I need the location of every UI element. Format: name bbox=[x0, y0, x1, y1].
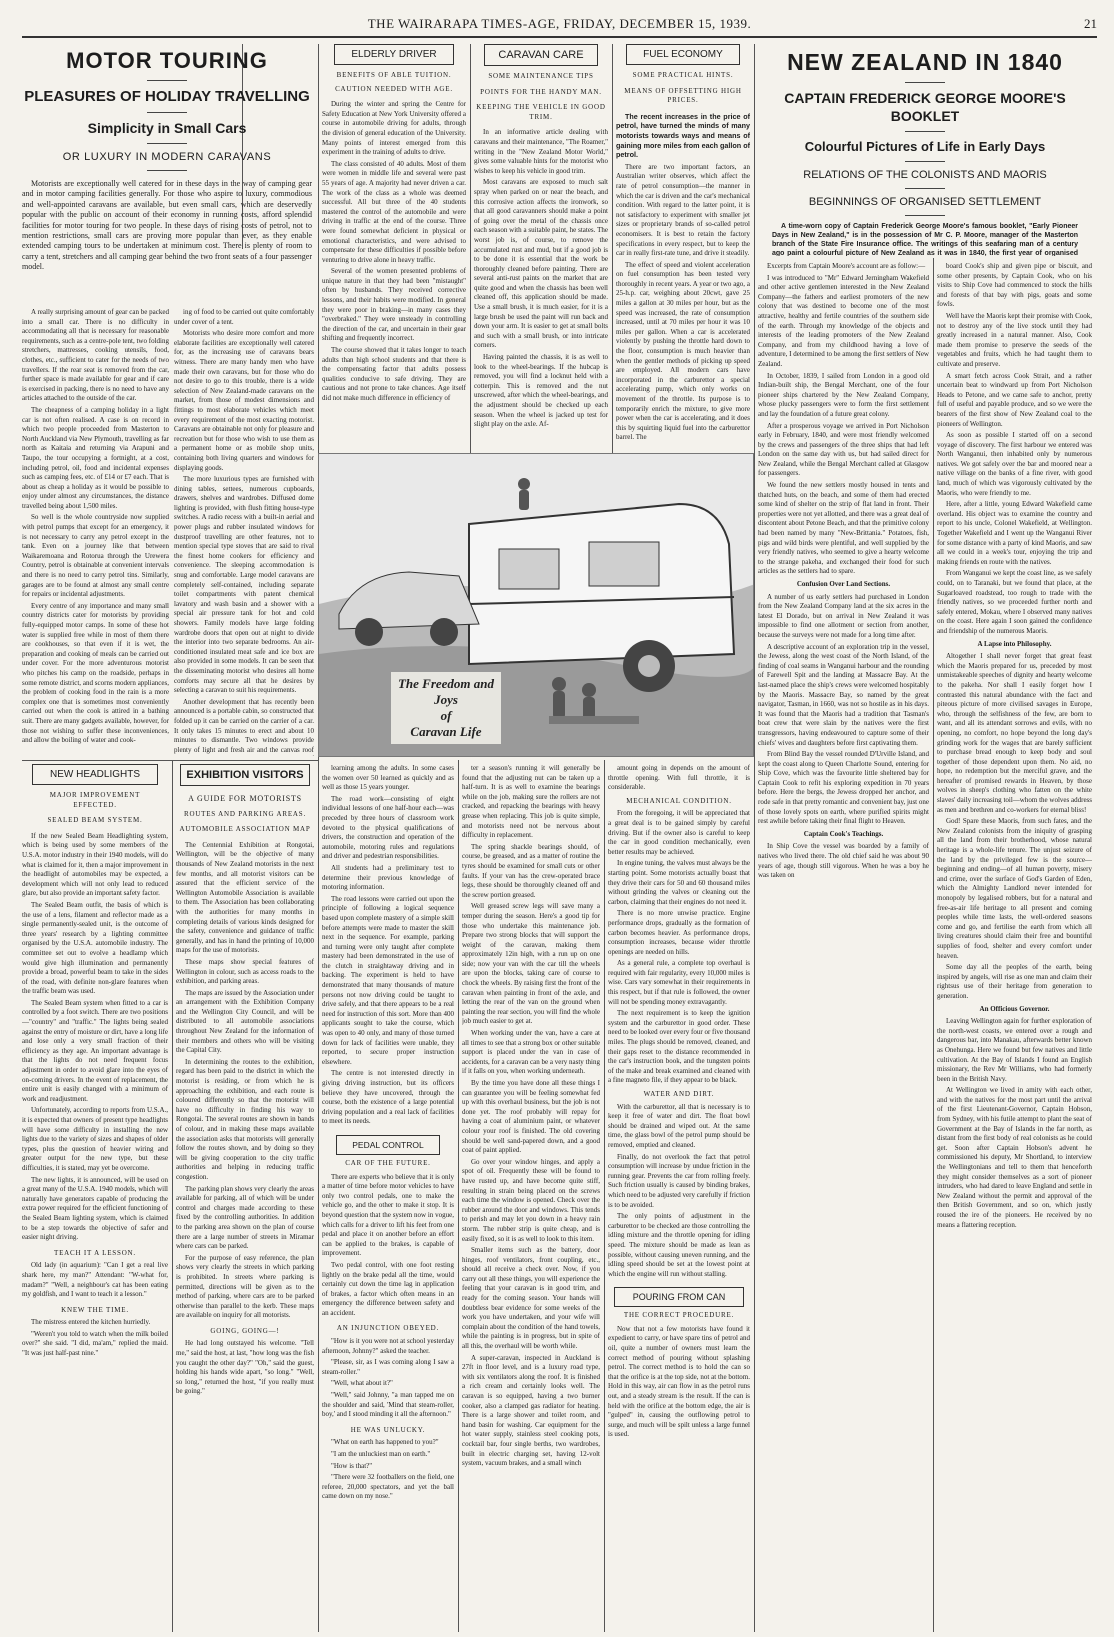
fuel-economy-intro: The recent increases in the price of petrol, have turned the minds of many motorists towards ways and means of gaining more miles from each gallon of petrol. bbox=[616, 111, 750, 160]
caravan-care-subdeck: POINTS FOR THE HANDY MAN. bbox=[480, 87, 602, 96]
article-paragraph: The road work—consisting of eight individual lessons of one half-hour each—was preceded by three hours of classroom work devoted to the physical qualifications of drivers, the construction and operation of the automobile, motoring rules and regulations and driver and pedestrian responsibilities. bbox=[322, 794, 454, 861]
nz-1840-subdeck-3: BEGINNINGS OF ORGANISED SETTLEMENT bbox=[808, 196, 1042, 208]
article-paragraph: The parking plan shows very clearly the areas available for parking, all of which will be under control and charges made according to these fixed by the controlling authorities. In addition to the parking area shown on the plan of course there are a large number of streets in Miramar where cars can be parked. bbox=[176, 1184, 314, 1251]
article-paragraph: ter a season's running it will generally be found that the adjusting nut can be taken up a half-turn. It is as well to examine the bearings while on the job, making sure the rollers are not cracked, and repacking the bearings with heavy grease when replacing. This job is quite simple, and motorists need not be nervous about difficulty in replacement. bbox=[462, 764, 600, 840]
caravan-care-headline: CARAVAN CARE bbox=[484, 44, 598, 66]
motor-touring-column-2 bbox=[174, 308, 314, 756]
exhibition-visitors-deck: A GUIDE FOR MOTORISTS bbox=[188, 794, 302, 803]
land-sections-subhead: Confusion Over Land Sections. bbox=[796, 580, 891, 588]
article-paragraph: Several of the women presented problems of unique nature in that they had been "mistaught" often by husbands. They received corrective lessons, and their habits were modified. In general they were poor in braking—in many cases they "overbraked." They were unsteady in controlling the direction of the car, and uncertain in their gear shifting and frequently incorrect. bbox=[322, 267, 466, 343]
article-paragraph: The road lessons were carried out upon the principle of following a logical sequence based upon complete mastery of a simple skill before attempts were made to master the skill next in the sequence. For example, parking and turning were only taught after complete mastery had been demonstrated in the use of the clutch in straightaway driving and in backing. The experiment is held to have demonstrated that many thousands of mature persons not now driving could be taught to drive safely, and that there appears to be a real need for instruction of this sort. More than 400 applicants sought to take the course, which was open to 40 only, and many of those turned down for lack of facilities were unable, they reported, to secure proper instruction elsewhere. bbox=[322, 894, 454, 1066]
fuel-economy-article bbox=[616, 44, 750, 450]
new-headlights-deck: MAJOR IMPROVEMENT EFFECTED. bbox=[49, 791, 141, 809]
elderly-driver-continued bbox=[322, 764, 454, 1630]
divider bbox=[905, 215, 945, 216]
column-rule bbox=[933, 258, 934, 1632]
article-paragraph: There is no more unwise practice. Engine performance drops, gradually as the formation of carbon becomes heavier. As performance drops, consumption increases, because wider throttle openings are needed on hills. bbox=[608, 909, 750, 956]
article-paragraph: amount going in depends on the amount of throttle opening. With full throttle, it is considerable. bbox=[608, 764, 750, 792]
article-paragraph: "There were 32 footballers on the field, one referee, 20,000 spectators, and yet the ball came down on my nose." bbox=[322, 1473, 454, 1501]
motor-touring-intro: Motorists are exceptionally well catered for in these days in the way of camping gear and in motor camping facilities generally. For those who aspire to luxury, commodious and well-appointed caravans are available, but even small cars, which are deservedly popular with the public on account of their economy in running costs, afford splendid facilities for motor touring for two people. In these days of rising costs of petrol, not to mention restrictions, small cars are proving more popular than ever, as they enable extended camping tours to be undertaken at minimum cost. There is plenty of room to carry a tent, stretchers and all camping gear behind the two front seats of a four passenger model. bbox=[22, 179, 312, 272]
article-paragraph: So well is the whole countryside now supplied with petrol pumps that except for an emergency, it is not necessary to carry any petrol except in the tank. Even on a journey like that between Waikaremoana and Rotorua through the Urewera Country, petrol is obtainable at convenient intervals and there is no need to carry petrol tins. Similarly, garages are to be found at almost any small centre for repairs or incidental adjustments. bbox=[22, 513, 169, 599]
caravan-care-subdeck-2: KEEPING THE VEHICLE IN GOOD TRIM. bbox=[476, 103, 606, 121]
photo-caption bbox=[391, 672, 501, 744]
article-paragraph: Leaving Wellington again for further exploration of the north-west coasts, we entered over a rough and dangerous bar, into Manakau, afterwards better known as Onehunga. Here we found but few natives and little cultivation. At the Bay of Islands I found an English missionary, the Rev Mr Williams, who had formerly been in the British Navy. bbox=[937, 1017, 1092, 1083]
article-paragraph: The more luxurious types are furnished with dining tables, settees, numerous cupboards, drawers, shelves and wardrobes. Diffused dome lighting is provided, with flush fitting house-type switches. A radio recess with a built-in aerial and power plugs and rubber insulated windows for dustproof travelling are other features, not to mention special type stoves that are said to rival the finest home cookers for efficiency and convenience. The sleeping accommodation is snug and comfortable. Large model caravans are completely self-contained, including separate toilet compartments with patent chemical lavatory and wash basin and a shower with a special air pressure tank for hot and cold showers. Family models have large folding wardrobe doors that open out at night to divide the interior into two separate bedrooms. An air-conditioned insulated meat safe and ice box are also provided in some models. It can be seen that the disseminating motorist who desires all home comforts may secure all that he desires by selecting a caravan to suit his requirements. bbox=[174, 475, 314, 695]
new-headlights-headline: NEW HEADLIGHTS bbox=[32, 764, 158, 785]
nz-1840-subdeck-2: RELATIONS OF THE COLONISTS AND MAORIS bbox=[803, 169, 1047, 181]
column-rule bbox=[604, 760, 605, 1632]
article-paragraph: Go over your window hinges, and apply a spot of oil. Frequently these will be found to have rusted up, and have become quite stiff, resulting in strain being placed on the screws each time the window is opened. Check over the rubber around the door and windows. This tends to perish and may let you down in a heavy rain storm. The rubber strip is quite cheap, and is easily fixed, so it is as well to look to this item. bbox=[462, 1157, 600, 1243]
masthead-title: THE WAIRARAPA TIMES-AGE, FRIDAY, DECEMBER 15, 1939. bbox=[367, 16, 752, 31]
article-paragraph: Excerpts from Captain Moore's account are as follow:— bbox=[767, 262, 926, 270]
motor-touring-column-1 bbox=[22, 308, 169, 756]
article-paragraph: The only points of adjustment in the carburettor to be checked are those controlling the idling mixture and the throttle opening for idling speed. The mixture should be made as lean as possible, without causing uneven running, and the idling speed should be set at the lowest point at which the engine will run without stalling. bbox=[608, 1212, 750, 1278]
article-paragraph: After a prosperous voyage we arrived in Port Nicholson early in February, 1840, and were most friendly welcomed by the crews and passengers of the three ships that had left London on the same day with us, but had sailed direct for New Zealand, while the Bengal Merchant called at Glasgow for passengers. bbox=[758, 421, 929, 478]
cook-teachings-subhead: Captain Cook's Teachings. bbox=[803, 829, 884, 838]
article-paragraph: Altogether I shall never forget that great feast which the Maoris prepared for us, preceded by most unmistakeable speeches of dignity and hearty welcome to the pakeha. Nor shall I easily forget how I contrasted this natural abundance with the fact and piteous picture of more civilised savages in Europe, who, through the selfishness of the few, are born to want, and all its attendant sorrows and evils, with no opening, no comfort, no hope beyond the long day's grinding work for the wages that are barely sufficient to purchase bread enough to keep body and soul together of those dependent upon them. No aid, no hope, no redemption but the merciful grave, and the hereafter of promised rewards in Heaven, by those wolves in sheep's clothing who fatten on the white slaves' daily increasing toil—whom the wolves address as men and brethren and co-workers for eternal bliss! bbox=[937, 652, 1092, 814]
article-paragraph: These maps show special features of Wellington in colour, such as access roads to the exhibition, and parking areas. bbox=[176, 957, 314, 986]
article-paragraph: Motorists who desire more comfort and more elaborate facilities are exceptionally well catered for, as the increasing use of caravans bears witness. There are many handy men who have made their own caravans, but for those who do not desire to go to this trouble, there is a wide selection of New Zealand-made caravans on the market, from those of modest dimensions and fittings to most elaborate vehicles which meet every requirement of the most exacting motorist. Caravans are obtainable not only for pleasure and recreation but for those who wish to use them as a permanent home or as mobile shop units, containing both living quarters and windows for displaying goods. bbox=[174, 329, 314, 472]
article-paragraph: In an informative article dealing with caravans and their maintenance, "The Roamer," writing in the "New Zealand Motor World," gives some valuable hints for the motorist who wishes to keep his vehicle in good trim. bbox=[474, 128, 608, 175]
article-paragraph: The next requirement is to keep the ignition system and the carburettor in good order. These need to be looked over every four or five thousand miles. The plugs should be removed, cleaned, and their gaps reset to the distance recommended in the car's instruction book, and the tungsten points of the make and break examined and cleaned with a fine magneto file, if they appear to be black. bbox=[608, 1009, 750, 1085]
nz-1840-column-2 bbox=[937, 262, 1092, 1630]
article-paragraph: In determining the routes to the exhibition, regard has been paid to the district in which the motorist is residing, or from which he is approaching the exhibition, and each route is coloured differently so that the motorist will have no difficulty in finding his way to Rongotai. The several routes are shown in bands of colour, and in making these maps available the association asks that motorists will generally follow the routes shown, and by doing so they will be giving cooperation to the city traffic authorities and helping in reducing traffic congestion. bbox=[176, 1057, 314, 1181]
pedal-control-headline: PEDAL CONTROL bbox=[336, 1135, 440, 1155]
article-paragraph: The mistress entered the kitchen hurriedly. bbox=[31, 1318, 151, 1327]
article-paragraph: A super-caravan, inspected in Auckland is 27ft in floor level, and is a luxury road type, with six ventilators along the roof. It is finished a rich cream and certainly looks well. The caravan is so equipped, having a two burner cooker, also a clamped gas radiator for heating. There is a large shower and toilet room, and hand basin for washing. Car equipment for the hot water supply, stainless steel cooking pots, cocktail bar, four single berths, two wardrobes, built in electric charging set, having 12-volt system, vacuum brakes, and a small winch bbox=[462, 1353, 600, 1468]
article-paragraph: Smaller items such as the battery, door hinges, roof ventilators, front coupling, etc., should all receive a check over. Now, if you carry out all these things, you will experience the feeling that your caravan is in good trim, and ready for the coming season. Your hands will doubtless bear evidence for some weeks of the work you have undertaken, and your wife will complain about the condition of the hand towels, while the painting is in progress, but in spite of all this, the overhaul will be worth while. bbox=[462, 1246, 600, 1351]
divider bbox=[905, 188, 945, 189]
article-paragraph: "How is that?" bbox=[331, 1461, 373, 1470]
article-paragraph: Having painted the chassis, it is as well to look to the wheel-bearings. If the hubcap is removed, you will find a locknut held with a cotterpin. This is removed and the nut unscrewed, after which the wheel-bearings, and the adjustment should be checked up each season. When the wheel is jacked up test for slight play on the axle. Af- bbox=[474, 353, 608, 429]
article-paragraph: Most caravans are exposed to much salt spray when parked on or near the beach, and this corrosive action affects the ironwork, so that all good caravanners should make a point of going over the metal of the chassis once each season with a suitable paint, he states. The worst job is, of course, to remove the accumulated rust and mud, but if a good job is to be done it is essential that the work be thoroughly cleaned before painting. There are several anti-rust paints on the market that are quite good and when the chassis has been well cleaned off, this application should be made. Use a small brush, it is much easier, for it is a large brush be used the paint will run back and down your arm. It is easier to get at small bolts and such with a small brush, or into intricate corners. bbox=[474, 178, 608, 350]
article-paragraph: Well greased screw legs will save many a temper during the season. Here's a good tip for those who undertake this maintenance job. Prepare two strong blocks that will support the weight of the caravan, making them approximately 12in high, with a run up on one side; now your van with the car till the wheels are upon the blocks, taking care of course to chock the wheels. By raising first the front of the caravan when painting in front of the axle, and letting the rear of the van on the ground when painting the rear section, you will find the whole job much easier to get at. bbox=[462, 902, 600, 1026]
article-paragraph: There are experts who believe that it is only a matter of time before motor vehicles to have only two control pedals, one to make the vehicle go, and the other to make it stop. It is beyond question that the system now in vogue, which calls for a driver to lift his feet from one pedal and place it on another before an effort can be applied to the brakes, is capable of improvement. bbox=[322, 1172, 454, 1258]
article-paragraph: From Blind Bay the vessel rounded D'Urville Island, and kept the coast along to Queen Charlotte Sound, entering for Ship Cove, which was the favourite little sheltered bay for Captain Cook to refit his exploring expedition in 70 years before. Here the bergs, the Jewess dropped her anchor, and rode safe in that pretty romantic and convenient bay, just one of those lovely spots on earth, where purified spirits might rest awhile before taking their final flight to Heaven. bbox=[758, 750, 929, 826]
article-paragraph: The Sealed Beam outfit, the basis of which is the use of a lens, filament and reflector made as a single permanently-sealed unit, is the outcome of three years' research by a lighting committee organised by the U.S.A. automobile industry. The committee set out to evolve a headlamp which would give high illumination and permanently provide a broad, powerful beam to take in the sides of the road, with definite non-glare features when the traffic beam was used. bbox=[22, 900, 168, 996]
article-paragraph: From the foregoing, it will be appreciated that a great deal is to be gained simply by careful driving. But if the owner also is careful to keep the car in good condition mechanically, even better results may be achieved. bbox=[608, 809, 750, 856]
article-paragraph: The spring shackle bearings should, of course, be greased, and as a matter of routine the tyres should be examined for small cuts or other faults. If your van has the crew-operated brace legs, these should be thoroughly cleaned off and the screw portion greased. bbox=[462, 842, 600, 899]
caption-line: The Freedom and Joys bbox=[397, 676, 495, 707]
article-paragraph: For the purpose of easy reference, the plan shows very clearly the streets in which parking is prohibited. In streets where parking is permitted, directions will be given as to the method of parking, where cars are to be parked otherwise than parallel to the kerb. These maps are available on inquiry for all motorists. bbox=[176, 1253, 314, 1320]
article-paragraph: "Weren't you told to watch when the milk boiled over?" she said. "I did, ma'am," replied the maid. "It was just half-past nine." bbox=[22, 1329, 168, 1358]
article-paragraph: We found the new settlers mostly housed in tents and thatched huts, on the beach, and some of them had erected some kind of shelter on the strip of flat land in front. Their properties were not yet allotted, and there was a great deal of discontent about Petone Beach, and that the primitive colony had been named by many "New-Brittania." Potatoes, fish, pigs and wild birds were plentiful, and well supplied by the very friendly natives, who seemed to give a hearty welcome to the strange pakeha, and exchanged their food for such articles as the settlers had to spare. bbox=[758, 481, 929, 576]
article-paragraph: From Wanganui we kept the coast line, as we safely could, on to Taranaki, but we found that place, at the Sugarloaved roadstead, too rough to trade with the friendly natives, so we proceeded further north and safely entered, Mokau, where I observed many natives on the coast. Here again I soon gained the confidence and friendship of the numerous Maoris. bbox=[937, 569, 1092, 635]
article-paragraph: The new lights, it is announced, will be used on a great many of the U.S.A. 1940 models, which will naturally have generators capable of producing the extra power required for the efficient functioning of the Sealed Beam lighting system, which is claimed to be a step towards the objective of safer and easier night driving. bbox=[22, 1175, 168, 1242]
article-paragraph: The course showed that it takes longer to teach adults than high school students and that there is the compensating factor that adults possess qualities conducive to safe driving. They are cautious and not prone to take chances. Age itself did not make much difference in efficiency of bbox=[322, 346, 466, 402]
article-paragraph: Some day all the peoples of the earth, being inspired by angels, will rise as one man and claim their rightsus use of their heritage from generation to generation. bbox=[937, 963, 1092, 1000]
article-paragraph: There are two important factors, an Australian writer observes, which affect the rate of petrol consumption—the manner in which the car is driven and the car's mechanical condition. With regard to the latter point, it is not satisfactory to experiment with smaller jet sizes or proprietary brands of so-called petrol economisers. It is best to retain the factory specifications in every respect, but to keep the car in really first-rate tune, and drive it steadily. bbox=[616, 162, 750, 258]
article-paragraph: The centre is not interested directly in giving driving instruction, but its officers believe they have uncovered, through the course, both the existence of a large potential driving population and a real lack of facilities to meet its needs. bbox=[322, 1069, 454, 1126]
fuel-economy-continued bbox=[608, 764, 750, 1630]
divider bbox=[147, 112, 187, 113]
column-rule bbox=[458, 760, 459, 1632]
divider bbox=[905, 161, 945, 162]
article-paragraph: learning among the adults. In some cases the women over 50 learned as quickly and as well as those 15 years younger. bbox=[322, 764, 454, 792]
article-paragraph: "What on earth has happened to you?" bbox=[331, 1438, 439, 1447]
article-paragraph: God! Spare these Maoris, from such fates, and the New Zealand colonists from the iniquity of grasping all the land from their brotherhood, whose natural heritage is a whole-life tenure. The unjust seizure of the land by the privileged few is the source—beginning and ending—of all human poverty, misery and crime, over the surface of God's Garden of Eden, which the Almighty Landlord never intended for monopoly by legalised robbers, but for a natural and free-as-air life heritage to all present and coming peoples while time lasts, the well-ordered seasons come and go, and fertilise the earth from which all living creatures should claim their free and bountiful supplies of food, shelter and every comfort under heaven. bbox=[937, 817, 1092, 960]
column-rule bbox=[612, 44, 613, 454]
article-paragraph: "Well," said Johnny, "a man tapped me on the shoulder and said, 'Mind that steam-roller, boy,' and I stood minding it all the afternoon." bbox=[322, 1391, 454, 1419]
new-headlights-article bbox=[22, 764, 168, 1630]
article-paragraph: I was introduced to "Mr" Edward Jerningham Wakefield and other active gentlemen interested in the New Zealand Company—the fathers and earliest promoters of the new colony that was destined to become one of the most attractive, healthy and fertile countries of the southern side of the earth. Through my knowledge of the objects and interests of the leading promoters of the New Zealand Company, and from my childhood having a love of adventure, I determined to be among the first settlers of New Zealand. bbox=[758, 273, 929, 368]
mechanical-condition-subhead: MECHANICAL CONDITION. bbox=[626, 796, 732, 805]
column-rule bbox=[754, 44, 755, 1632]
column-rule bbox=[172, 760, 173, 1632]
article-paragraph: "I am the unluckiest man on earth." bbox=[331, 1450, 431, 1458]
unlucky-subhead: HE WAS UNLUCKY. bbox=[350, 1425, 426, 1434]
article-paragraph: A smart fetch across Cook Strait, and a rather uncertain beat to windward up from Port Nicholson Heads to Petone, and we came safe to anchor, pretty full of useful and payable produce, and so we were the bearers of the first show of New Zealand coal to the pioneers of Wellington. bbox=[937, 371, 1092, 428]
governor-subhead: An Officious Governor. bbox=[979, 1004, 1050, 1013]
nz-1840-intro: A time-worn copy of Captain Frederick George Moore's famous booklet, "Early Pioneer Days in New Zealand," is in the possession of Mr C. P. Moore, manager of the Masterton branch of the State Fire Insurance office. The writings of this seafaring man of a century ago paint a colourful picture of New Zealand as it was in 1840, the first year of organised bbox=[772, 223, 1078, 256]
pedal-control-deck: CAR OF THE FUTURE. bbox=[345, 1158, 431, 1167]
article-paragraph: The effect of speed and violent acceleration on fuel consumption has been tested very thoroughly in recent years. A year or two ago, a 25-h.p. car, weighing about 20cwt, gave 25 miles a gallon at 30 miles per hour, but as the speed was increased, the rate of consumption increased, until at 70 miles per hour it was 10 miles per gallon. When a car is accelerated violently by pushing the throttle hard down to the floor, consumption is much heavier than when the gentler methods of picking up speed are employed. All modern cars have incorporated in the carburettor a special accelerating pump, which only works on movement of the throttle. Its purpose is to temporarily enrich the mixture, to give more power when the car is accelerating, and it does this by squirting liquid fuel into the carburettor barrel. The bbox=[616, 260, 750, 442]
section-rule bbox=[22, 760, 318, 761]
caravan-care-article bbox=[474, 44, 608, 450]
divider bbox=[905, 82, 945, 83]
caravan-care-continued bbox=[462, 764, 600, 1630]
water-and-dirt-subhead: WATER AND DIRT. bbox=[643, 1090, 715, 1098]
article-paragraph: Every centre of any importance and many small country districts cater for motorists by providing fully-equipped motor camps. In some of these hot water is supplied free while in most of them there are cookhouses, so that even if it is wet, the preparation and cooking of meals can be carried out under cover. For the more adventurous motorist who pitches his camp on the roadside, perhaps in some remote district, and scorns modern appliances, the problem of cooking food in the rain is a more complex one that is sometimes most conveniently carried out when the cook is attired in a bathing suit. There are many gadgets available, however, for those not wishing to suffer these inconveniences, and allow the boiling of water and cook- bbox=[22, 601, 169, 745]
exhibition-visitors-subdeck: ROUTES AND PARKING AREAS. bbox=[183, 809, 307, 818]
nz-1840-column-1 bbox=[758, 262, 929, 1630]
article-paragraph: Well have the Maoris kept their promise with Cook, not to destroy any of the live stock until they had greatly increased in a natural manner. Also, Cook made them promise to preserve the seeds of the vegetables and fruits, which he had taught them to cultivate and preserve. bbox=[937, 311, 1092, 368]
masthead bbox=[22, 6, 1097, 38]
fuel-economy-headline: FUEL ECONOMY bbox=[626, 44, 740, 65]
article-paragraph: The class consisted of 40 adults. Most of them were women in middle life and several were past 55 years of age. A majority had never driven a car. The work of the class as a whole was deemed successful. All but three of the 40 students mastered the control of the automobile and were driving in traffic at the end of the course. Three were found somewhat deficient in physical or emotional characteristics, and were advised to compensate for these difficulties if possible before venturing to drive alone in heavy traffic. bbox=[322, 159, 466, 264]
exhibition-visitors-article bbox=[176, 764, 314, 1630]
injunction-subhead: AN INJUNCTION OBEYED. bbox=[336, 1324, 440, 1333]
teach-lesson-subhead: TEACH IT A LESSON. bbox=[54, 1248, 136, 1257]
article-paragraph: All students had a preliminary test to determine their previous knowledge of motoring information. bbox=[322, 863, 454, 892]
article-paragraph: In October, 1839, I sailed from London in a good old Indian-built ship, the Bengal Merchant, one of the four pioneer ships chartered by the New Zealand Company, whose plucky passengers were to form the first settlement and lay the foundation of a future great colony. bbox=[758, 371, 929, 418]
article-paragraph: As soon as possible I started off on a second voyage of discovery. The first harbour we entered was North Wanganui, then inhabited only by numerous natives. We got safely over the bar and moored near a native village on the banks of a fine river, with good land, much of which was vigorously cultivated by the Maoris, who were friendly to me. bbox=[937, 431, 1092, 497]
column-rule bbox=[318, 44, 319, 1632]
nz-1840-header bbox=[758, 44, 1092, 256]
nz-1840-headline: NEW ZEALAND IN 1840 bbox=[787, 49, 1063, 75]
caravan-care-deck: SOME MAINTENANCE TIPS bbox=[488, 72, 594, 80]
caption-line: Caravan Life bbox=[410, 724, 482, 739]
elderly-driver-deck: BENEFITS OF ABLE TUITION. bbox=[336, 71, 452, 79]
article-paragraph: Finally, do not overlook the fact that petrol consumption will increase by undue friction in the running gear. Prevents the car from rolling freely. Such friction usually is caused by binding brakes, which need to be adjusted very carefully if friction is to be avoided. bbox=[608, 1152, 750, 1209]
article-paragraph: Unfortunately, according to reports from U.S.A., it is expected that owners of present type headlights will have some difficulty in installing the new lights due to the variety of sizes and shapes of older types, plus the question of heavier wiring and greater output for the new type, but these difficulties, it is stated, may yet be overcome. bbox=[22, 1106, 168, 1172]
divider bbox=[147, 80, 187, 81]
article-paragraph: When working under the van, have a care at all times to see that a strong box or other suitable support is placed under the van in case of accidents, for a caravan can be a very nasty thing if it falls on you, when working underneath. bbox=[462, 1029, 600, 1076]
motor-touring-deck: PLEASURES OF HOLIDAY TRAVELLING bbox=[24, 88, 310, 105]
article-paragraph: He had long outstayed his welcome. "Tell me," said the host, at last, "how long was the fish you caught the other day?" "Oh," said the guest, holding his hands wide apart, "so long." "Well, so long," returned the host, "if you really must be going." bbox=[176, 1339, 314, 1396]
going-going-subhead: GOING, GOING—! bbox=[210, 1326, 280, 1335]
pouring-from-can-deck: THE CORRECT PROCEDURE. bbox=[623, 1311, 735, 1320]
divider bbox=[147, 170, 187, 171]
philosophy-subhead: A Lapse into Philosophy. bbox=[977, 639, 1052, 648]
article-paragraph: The cheapness of a camping holiday in a light car is not often realised. A case is on record in which two people proceeded from Masterton to North Auckland via New Plymouth, travelling as far north as Kaitaia and returning via Arapuni and Taupo, the tour occupying a fortnight, at a cost, including petrol, oil, food and incidental expenses such as camping fees, etc. of £14 or £7 each. That is about as cheap a holiday as it would be possible to enjoy under almost any circumstances, the distance travelled being about 1,500 miles. bbox=[22, 405, 169, 510]
nz-1840-subdeck: Colourful Pictures of Life in Early Days bbox=[804, 139, 1046, 154]
article-paragraph: At Wellington we lived in amity with each other, and with the natives for the most part until the arrival of the first Lieutenant-Governor, Captain Hobson, from Sydney, with his futile attempt to plant the seat of Government at the Bay of Islands in the far north, as distant from the first body of real colonists as he could get. Soon after Captain Hobson's advent he commissioned his deputy, Mr Shortland, to interview the Wellingtonians and tell to them that henceforth they might consider themselves as a sort of pioneer intruders, who had dared to leave England and settle in New Zealand without the permit and approval of the then British Government, and so on, which justly roused the ire of the pioneers. He received by no means a flattering reception. bbox=[937, 1086, 1092, 1229]
article-paragraph: Now that not a few motorists have found it expedient to carry, or have spare tins of petrol and oil, quite a number of owners must learn the correct method of pouring without splashing petrol. The correct method is to hold the can so that the orifice is at the top side, not at the bottom. Hold in this way, air can flow in as the petrol runs out, and a steady stream is the result. If the can is held with the orifice at the bottom edge, the air is "gulped" in, causing the outflowing petrol to surge, and much will be spilt unless a large funnel is used. bbox=[608, 1324, 750, 1439]
article-paragraph: During the winter and spring the Centre for Safety Education at New York University offered a course in automobile driving for adults, through the division of general education of the University. Many points of interest emerged from this experiment in the training of adults to drive. bbox=[322, 100, 466, 157]
article-paragraph: As a general rule, a complete top overhaul is required with fair regularity, every 10,000 miles is wise. Cars vary somewhat in their requirements in this respect, but if that rule is followed, the owner will not be spending money extravagantly. bbox=[608, 959, 750, 1006]
article-paragraph: Another development that has recently been announced is a portable cabin, so constructed that folded up it can be carried on the carrier of a car. It only takes 15 minutes to erect and about 10 minutes to dismantle. Two windows provide plenty of light and fresh air and the canvas roof bbox=[174, 697, 314, 754]
elderly-driver-headline: ELDERLY DRIVER bbox=[334, 44, 454, 65]
article-paragraph: In engine tuning, the valves must always be the starting point. Some motorists actually boast that they drive their cars for 50 and 60 thousand miles without grinding the valves or cleaning out the carbon, claiming that their engines do not need it. bbox=[608, 859, 750, 906]
fuel-economy-deck: SOME PRACTICAL HINTS. bbox=[632, 71, 734, 79]
article-paragraph: The Sealed Beam system when fitted to a car is controlled by a foot switch. There are two positions—"country" and "traffic." The lights being sealed against the entry of moisture or dirt, have a long life and lose only a very small fraction of their efficiency as they age. An important advantage is that the lights do not need frequent focus adjustment in order to avoid glare into the eyes of on-coming drivers. In the event of replacement, the entire unit is easily changed with a minimum of work and readjustment. bbox=[22, 998, 168, 1103]
motor-touring-headline: MOTOR TOURING bbox=[66, 48, 268, 73]
exhibition-visitors-subdeck-2: AUTOMOBILE ASSOCIATION MAP bbox=[179, 825, 311, 834]
article-paragraph: Old lady (in aquarium): "Can I get a real live shark here, my man?" Attendant: "W-what for, madam?" "Well, a neighbour's cat has been eating my goldfish, and I want to teach it a lesson." bbox=[22, 1261, 168, 1299]
motor-touring-header bbox=[22, 44, 312, 304]
motor-touring-subdeck-2: OR LUXURY IN MODERN CARAVANS bbox=[62, 151, 272, 163]
page-number: 21 bbox=[1084, 16, 1097, 31]
article-paragraph: With the carburettor, all that is necessary is to keep it free of water and dirt. The float bowl should be drained and wiped out. At the same time, the glass bowl of the petrol pump should be removed, emptied and cleaned. bbox=[608, 1102, 750, 1149]
knew-time-subhead: KNEW THE TIME. bbox=[61, 1305, 129, 1314]
article-paragraph: If the new Sealed Beam Headlighting system, which is being used by some members of the U.S.A. motor industry in their 1940 models, will do what is claimed for it, then a major improvement in the headlight of automobiles may be expected, a development which will not only lead to reduced glare, but also provide an important safety factor. bbox=[22, 831, 168, 898]
article-paragraph: The maps are issued by the Association under an arrangement with the Exhibition Company and the Wellington City Council, and will be distributed to all automobile associations throughout New Zealand for the information of their members and others who will be visiting the Capital City. bbox=[176, 988, 314, 1055]
motor-touring-subdeck: Simplicity in Small Cars bbox=[87, 120, 247, 136]
article-paragraph: board Cook's ship and given pipe or biscuit, and some other presents, by Captain Cook, who on his visits to Ship Cove had commenced to stock the hills and forests of that bay with pigs, goats and some fowls. bbox=[937, 262, 1092, 309]
column-rule bbox=[470, 44, 471, 454]
caption-line: of bbox=[440, 708, 452, 723]
picnic-table-icon bbox=[549, 716, 639, 724]
article-paragraph: By the time you have done all these things I can guarantee you will be feeling somewhat fed up with this overhaul business, but the job is not done yet. The roof probably will repay for having a coat of aluminium paint, or whatever colour your roof is finished. The old covering should be well sand-papered down, and a good coat of paint applied. bbox=[462, 1079, 600, 1155]
caravan-photo bbox=[318, 453, 754, 757]
divider bbox=[905, 131, 945, 132]
fuel-economy-subdeck: MEANS OF OFFSETTING HIGH PRICES. bbox=[624, 86, 742, 105]
pouring-from-can-headline: POURING FROM CAN bbox=[614, 1287, 744, 1307]
article-paragraph: "Well, what about it?" bbox=[331, 1379, 393, 1388]
elderly-driver-subdeck: CAUTION NEEDED WITH AGE. bbox=[335, 84, 453, 93]
article-paragraph: "Please, sir, as I was coming along I saw a steam-roller." bbox=[322, 1358, 454, 1376]
exhibition-visitors-headline: EXHIBITION VISITORS bbox=[180, 764, 310, 786]
nz-1840-deck: CAPTAIN FREDERICK GEORGE MOORE'S BOOKLET bbox=[784, 90, 1066, 124]
caravan-illustration bbox=[319, 454, 754, 757]
article-paragraph: In Ship Cove the vessel was boarded by a family of natives who lived there. The old chief said he was about 90 years of age, though still vigorous. When he was a boy he was taken on bbox=[758, 842, 929, 880]
new-headlights-subdeck: SEALED BEAM SYSTEM. bbox=[47, 816, 143, 825]
divider bbox=[147, 143, 187, 144]
article-paragraph: A really surprising amount of gear can be packed into a small car. There is no difficulty in accommodating all that is necessary for reasonable requirements, such as a centre-pole tent, two folding stretchers, mattresses, cooking utensils, food, clothes, etc., sufficient to cater for the needs of two travellers. If the rear seat is removed from the car, further space is made available for gear and if care is exercised in packing, there is no need to have any articles attached to the outside of the car. bbox=[22, 308, 169, 403]
article-paragraph: The Centennial Exhibition at Rongotai, Wellington, will be the objective of many thousands of New Zealand motorists in the next few months, and all motorist visitors can be assured that the efficient service of the Wellington Automobile Association is available to them. The Association has been collaborating with the authorities for many months in completing details of various kinds designed for the safety, convenience and guidance of traffic generally, and has in hand the printing of 10,000 maps for the use of motorists. bbox=[176, 840, 314, 955]
article-paragraph: Two pedal control, with one foot resting lightly on the brake pedal all the time, would certainly cut down the time lag in application of brakes, a factor which often means in an emergency the difference between safety and an accident. bbox=[322, 1260, 454, 1317]
article-paragraph: ing of food to be carried out quite comfortably under cover of a tent. bbox=[174, 308, 314, 326]
article-paragraph: A descriptive account of an exploration trip in the vessel, the Jewess, along the west coast of the North Island, of the finding of coal seams in Wanganui harbour and the rounding of Farewell Spit and the landing at Massacre Bay. At the last-named place the ship's crews were welcomed hospitably by the Maoris. Massacre Bay, so named by the great navigator, Tasman, in 1660, was not so hostile as in his days. It was found that the Maoris had a tradition that Tasman's boat crew that were slain by the natives were the first transgressors, having endeavoured to capture some of their chiefs' wives and daughters before first captivating them. bbox=[758, 642, 929, 747]
article-paragraph: "How is it you were not at school yesterday afternoon, Johnny?" asked the teacher. bbox=[322, 1337, 454, 1355]
article-paragraph: Here, after a little, young Edward Wakefield came overland. His object was to examine the country and report to his uncle, Colonel Wakefield, at Wellington. Together Wakefield and I went up the Wanganui River for some distance with a party of kind Maoris, and saw all we could in a week's tour, enjoying the trip and making friends en route with the natives. bbox=[937, 500, 1092, 566]
article-paragraph: A number of us early settlers had purchased in London from the New Zealand Company land at the six acres in the latest El Dorado, but on arrival in New Zealand it was impossible to find one allotment or section from another, because the surveys were not made for a long time after. bbox=[758, 592, 929, 639]
elderly-driver-article bbox=[322, 44, 466, 450]
